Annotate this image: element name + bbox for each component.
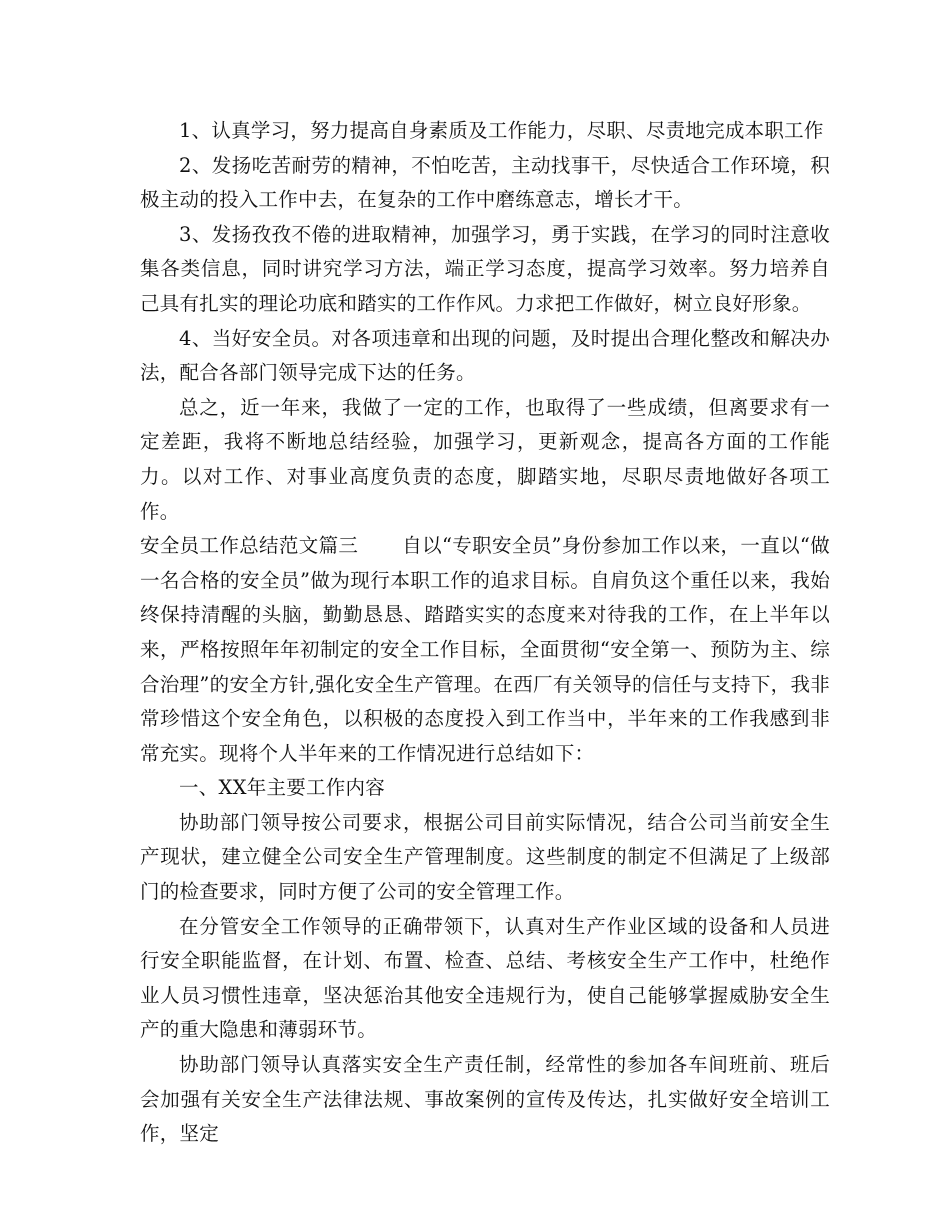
section-heading: 安全员工作总结范文篇三: [140, 534, 359, 558]
document-page: [140, 114, 830, 1152]
section-intro-text: 自以“专职安全员”身份参加工作以来，一直以“做一名合格的安全员”做为现行本职工作的追求目标。自肩负这个重任以来，我始终保持清醒的头脑，勤勤恳恳、踏踏实实的态度来对待我的工作，在上半年以来，严格按照年年初制定的安全工作目标，全面贯彻“安全第一、预防为主、综合治理”的安全方针,强化安全生产管理。在西厂有关领导的信任与支持下，我非常珍惜这个安全角色，以积极的态度投入到工作当中，半年来的工作我感到非常充实。现将个人半年来的工作情况进行总结如下：: [140, 534, 830, 765]
paragraph-3: 3、发扬孜孜不倦的进取精神，加强学习，勇于实践，在学习的同时注意收集各类信息，同时讲究学习方法，端正学习态度，提高学习效率。努力培养自己具有扎实的理论功底和踏实的工作作风。力求把工作做好，树立良好形象。: [140, 222, 830, 315]
body-paragraph-1: 协助部门领导按公司要求，根据公司目前实际情况，结合公司当前安全生产现状，建立健全公司安全生产管理制度。这些制度的制定不但满足了上级部门的检查要求，同时方便了公司的安全管理工作。: [140, 810, 830, 904]
section-paragraph: [140, 529, 830, 771]
body-paragraph-2: 在分管安全工作领导的正确带领下，认真对生产作业区域的设备和人员进行安全职能监督，在计划、布置、检查、总结、考核安全生产工作中，杜绝作业人员习惯性违章，坚决惩治其他安全违规行为，使自己能够掌握威胁安全生产的重大隐患和薄弱环节。: [140, 914, 830, 1042]
subheading: 一、XX年主要工作内容: [179, 776, 386, 800]
body-paragraph-3: 协助部门领导认真落实安全生产责任制，经常性的参加各车间班前、班后会加强有关安全生产法律法规、事故案例的宣传及传达，扎实做好安全培训工作，坚定: [140, 1053, 830, 1146]
paragraph-1: 1、认真学习，努力提高自身素质及工作能力，尽职、尽责地完成本职工作: [179, 119, 824, 142]
paragraph-4: 4、当好安全员。对各项违章和出现的问题，及时提出合理化整改和解决办法，配合各部门领导完成下达的任务。: [140, 326, 830, 385]
paragraph-summary: 总之，近一年来，我做了一定的工作，也取得了一些成绩，但离要求有一定差距，我将不断地总结经验，加强学习，更新观念，提高各方面的工作能力。以对工作、对事业高度负责的态度，脚踏实地，尽职尽责地做好各项工作。: [140, 395, 830, 523]
paragraph-2: 2、发扬吃苦耐劳的精神，不怕吃苦，主动找事干，尽快适合工作环境，积极主动的投入工作中去，在复杂的工作中磨练意志，增长才干。: [140, 153, 830, 212]
